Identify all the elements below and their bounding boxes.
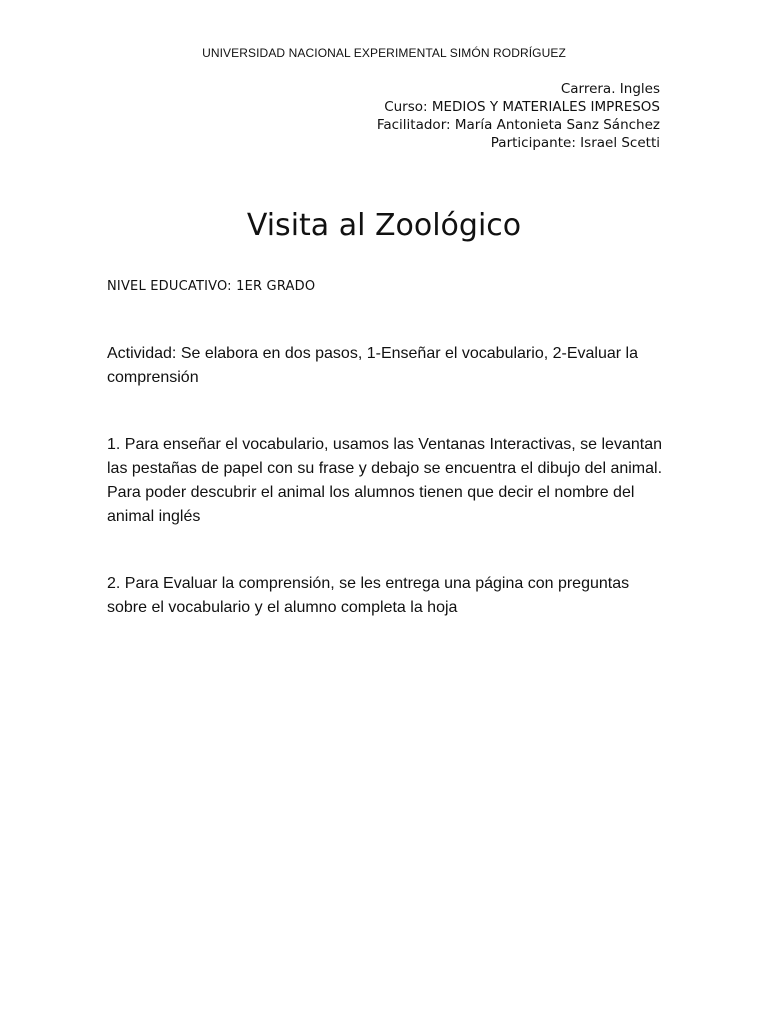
participant-line: Participante: Israel Scetti xyxy=(490,135,660,151)
course-line: Curso: MEDIOS Y MATERIALES IMPRESOS xyxy=(384,99,660,115)
career-line: Carrera. Ingles xyxy=(560,81,660,97)
university-name: UNIVERSIDAD NACIONAL EXPERIMENTAL SIMÓN RODRÍGUEZ xyxy=(202,46,566,60)
course-info-block xyxy=(240,80,660,152)
facilitator-line: Facilitador: María Antonieta Sanz Sánchez xyxy=(376,117,660,133)
step-two-paragraph: 2. Para Evaluar la comprensión, se les entrega una página con preguntas sobre el vocabulario y el alumno completa la hoja xyxy=(107,575,630,616)
step-one-paragraph: 1. Para enseñar el vocabulario, usamos las Ventanas Interactivas, se levantan las pestañas de papel con su frase y debajo se encuentra el dibujo del animal. Para poder descubrir el animal los alumnos tienen que decir el nombre del animal inglés xyxy=(107,436,663,525)
document-title: Visita al Zoológico xyxy=(246,208,522,243)
activity-paragraph: Actividad: Se elabora en dos pasos, 1-Enseñar el vocabulario, 2-Evaluar la comprensión xyxy=(107,345,638,386)
educational-level: NIVEL EDUCATIVO: 1ER GRADO xyxy=(107,279,316,294)
